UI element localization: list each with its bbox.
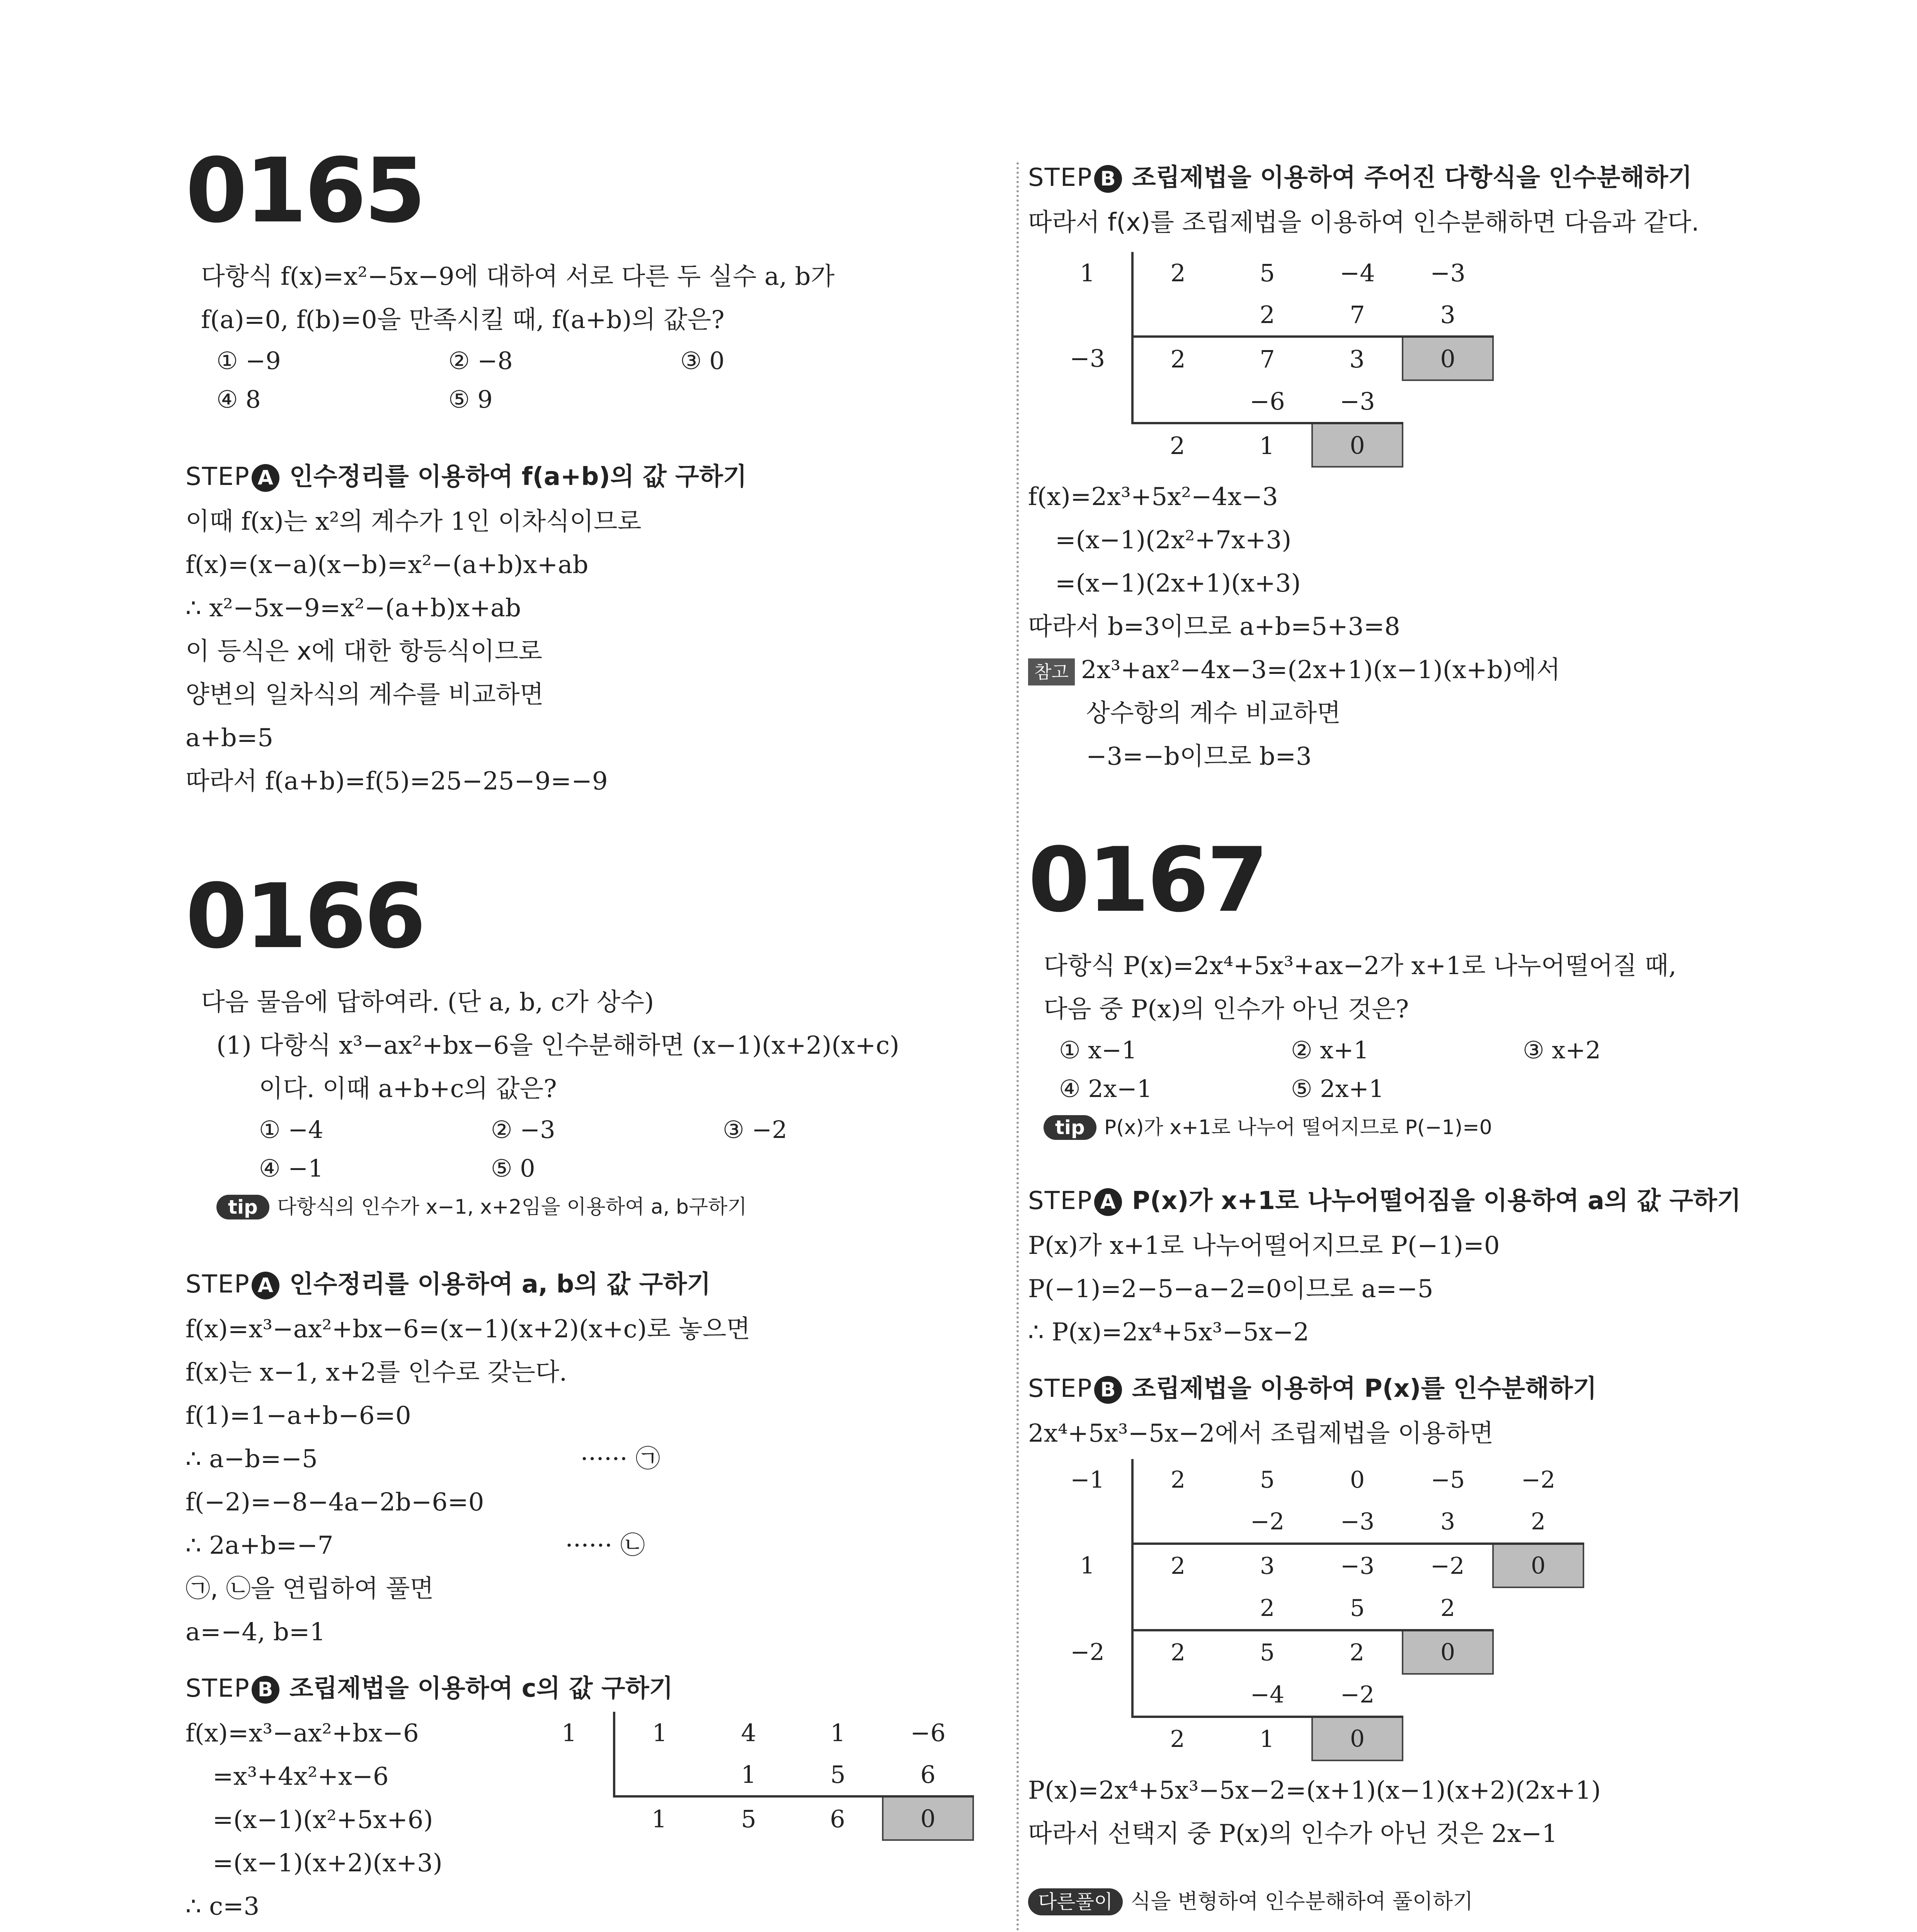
solution-line: =(x−1)(x+2)(x+3): [213, 1849, 443, 1878]
step-b-badge-icon: B: [1094, 1376, 1122, 1404]
solution-line: a+b=5: [186, 724, 274, 752]
left-column: [186, 139, 982, 1932]
reference-badge: 참고: [1028, 658, 1075, 685]
step-a-badge-icon: A: [252, 1272, 279, 1299]
alternative-solution-heading: 다른풀이 식을 변형하여 인수분해하여 풀이하기: [1028, 1879, 1824, 1923]
choice: ③ x+2: [1523, 1036, 1601, 1064]
reference-note: 참고 2x³+ax²−4x−3=(2x+1)(x−1)(x+b)에서: [1028, 648, 1824, 692]
step-a-heading: STEP A 인수정리를 이용하여 f(a+b)의 값 구하기: [186, 454, 982, 500]
alternative-badge: 다른풀이: [1028, 1888, 1123, 1915]
problem-0166-continued: [1028, 155, 1824, 778]
solution-line: 따라서 f(x)를 조립제법을 이용하여 인수분해하면 다음과 같다.: [1028, 208, 1699, 237]
solution-line: 이때 f(x)는 x²의 계수가 1인 이차식이므로: [186, 507, 642, 536]
answer-choices: [1044, 1031, 1824, 1108]
choice: ④ 8: [216, 385, 261, 413]
step-b-heading: STEP B 조립제법을 이용하여 c의 값 구하기: [186, 1665, 982, 1712]
answer-choices: [201, 1111, 982, 1188]
right-column: [1028, 155, 1824, 1932]
remainder-cell: 0: [1403, 337, 1493, 380]
column-divider: [1016, 162, 1019, 1932]
step-b-heading: STEP B 조립제법을 이용하여 주어진 다항식을 인수분해하기: [1028, 155, 1824, 201]
problem-number: 0166: [186, 865, 424, 968]
solution-line: 양변의 일차식의 계수를 비교하면: [186, 680, 544, 709]
problem-number: 0167: [1028, 829, 1267, 932]
step-b-heading: STEP B 조립제법을 이용하여 P(x)를 인수분해하기: [1028, 1366, 1824, 1412]
solution-line: 따라서 선택지 중 P(x)의 인수가 아닌 것은 2x−1: [1028, 1820, 1558, 1848]
tip-text: P(x)가 x+1로 나누어 떨어지므로 P(−1)=0: [1104, 1116, 1492, 1139]
equation-mark: ······ ㉠: [580, 1445, 661, 1473]
choice: ⑤ 9: [448, 385, 493, 413]
solution-line: =(x−1)(2x²+7x+3): [1055, 526, 1292, 554]
choice: ② −8: [448, 347, 513, 375]
reference-line: −3=−b이므로 b=3: [1086, 742, 1312, 771]
question-line: 다음 중 P(x)의 인수가 아닌 것은?: [1044, 995, 1409, 1024]
choice: ⑤ 2x+1: [1291, 1075, 1384, 1103]
question-line: (1) 다항식 x³−ax²+bx−6을 인수분해하면 (x−1)(x+2)(x+c): [216, 1031, 899, 1060]
tip-box: [1044, 1108, 1824, 1147]
problem-0165: [186, 139, 982, 803]
remainder-cell: 0: [883, 1796, 973, 1840]
step-a-badge-icon: A: [1094, 1188, 1122, 1216]
choice: ③ −2: [723, 1116, 787, 1144]
step-a-badge-icon: A: [252, 464, 279, 492]
remainder-cell: 0: [1312, 1717, 1403, 1760]
step-b-badge-icon: B: [1094, 165, 1122, 193]
synthetic-division-table: 1 2 5 −4 −3 2 7 3 −3 2 7 3 0 −6 −3 2 1 0: [1044, 252, 1494, 468]
choice: ② −3: [491, 1116, 555, 1144]
question-line: 이다. 이때 a+b+c의 값은?: [259, 1075, 557, 1103]
choice: ⑤ 0: [491, 1154, 535, 1182]
tip-badge: tip: [216, 1195, 269, 1219]
choice: ② x+1: [1291, 1036, 1369, 1064]
step-a-heading: [1028, 1927, 1824, 1932]
solution-line: ∴ c=3: [186, 1892, 260, 1921]
question-line: 다항식 f(x)=x²−5x−9에 대하여 서로 다른 두 실수 a, b가: [201, 262, 835, 291]
choice: ① −9: [216, 347, 281, 375]
remainder-cell: 0: [1493, 1544, 1583, 1587]
problem-0166: [186, 865, 982, 1932]
solution-line: 이 등식은 x에 대한 항등식이므로: [186, 637, 542, 666]
choice: ④ −1: [259, 1154, 323, 1182]
remainder-cell: 0: [1403, 1630, 1493, 1674]
solution-line: P(−1)=2−5−a−2=0이므로 a=−5: [1028, 1275, 1433, 1303]
remainder-cell: 0: [1312, 423, 1403, 467]
solution-line: f(x)=x³−ax²+bx−6: [186, 1719, 419, 1748]
synthetic-division-table: −1 2 5 0 −5 −2 −2 −3 3 2 1 2 3 −3 −2 0 2 5 2 −2 2 5 2 0 −4 −2 2 1 0: [1044, 1459, 1584, 1761]
solution-line: P(x)=2x⁴+5x³−5x−2=(x+1)(x−1)(x+2)(2x+1): [1028, 1776, 1601, 1805]
step-b-badge-icon: B: [252, 1676, 279, 1704]
tip-badge: tip: [1044, 1115, 1096, 1140]
solution-line: =x³+4x²+x−6: [213, 1762, 389, 1791]
answer-choices: [201, 342, 982, 419]
solution-line: f(1)=1−a+b−6=0: [186, 1401, 411, 1430]
solution-line: ∴ a−b=−5 ······ ㉠: [186, 1445, 661, 1473]
choice: ① −4: [259, 1116, 323, 1144]
problem-0167: [1028, 829, 1824, 1932]
choice: ① x−1: [1059, 1036, 1137, 1064]
solution-line: =(x−1)(x²+5x+6): [213, 1806, 433, 1834]
question-line: 다항식 P(x)=2x⁴+5x³+ax−2가 x+1로 나누어떨어질 때,: [1044, 952, 1677, 980]
solution-line: P(x)가 x+1로 나누어떨어지므로 P(−1)=0: [1028, 1231, 1500, 1260]
question-intro: 다음 물음에 답하여라. (단 a, b, c가 상수): [201, 988, 654, 1017]
solution-line: ㉠, ㉡을 연립하여 풀면: [186, 1575, 434, 1603]
tip-text: 다항식의 인수가 x−1, x+2임을 이용하여 a, b구하기: [277, 1196, 747, 1219]
solution-line: f(x)=2x³+5x²−4x−3: [1028, 483, 1278, 511]
solution-line: 따라서 f(a+b)=f(5)=25−25−9=−9: [186, 767, 608, 796]
solution-line: f(x)=(x−a)(x−b)=x²−(a+b)x+ab: [186, 551, 589, 579]
solution-line: [186, 1928, 982, 1932]
solution-line: ∴ x²−5x−9=x²−(a+b)x+ab: [186, 594, 521, 622]
synthetic-division-table: 1 1 4 1 −6 1 5 6 1 5 6 0: [525, 1712, 974, 1841]
solution-line: f(−2)=−8−4a−2b−6=0: [186, 1488, 484, 1517]
choice: ④ 2x−1: [1059, 1075, 1153, 1103]
equation-mark: ······ ㉡: [565, 1531, 645, 1560]
solution-line: 따라서 b=3이므로 a+b=5+3=8: [1028, 612, 1400, 641]
reference-line: 상수항의 계수 비교하면: [1086, 699, 1341, 728]
question-line: f(a)=0, f(b)=0을 만족시킬 때, f(a+b)의 값은?: [201, 306, 725, 334]
solution-line: ∴ 2a+b=−7 ······ ㉡: [186, 1531, 645, 1560]
choice: ③ 0: [680, 347, 725, 375]
solution-line: a=−4, b=1: [186, 1618, 326, 1646]
problem-number: 0165: [186, 139, 424, 243]
tip-box: [201, 1188, 982, 1226]
solution-line: f(x)=x³−ax²+bx−6=(x−1)(x+2)(x+c)로 놓으면: [186, 1315, 751, 1344]
solution-line: f(x)는 x−1, x+2를 인수로 갖는다.: [186, 1358, 567, 1387]
solution-line: 2x⁴+5x³−5x−2에서 조립제법을 이용하면: [1028, 1419, 1494, 1448]
solution-line: =(x−1)(2x+1)(x+3): [1055, 569, 1301, 598]
solution-line: ∴ P(x)=2x⁴+5x³−5x−2: [1028, 1318, 1309, 1347]
step-a-heading: STEP A P(x)가 x+1로 나누어떨어짐을 이용하여 a의 값 구하기: [1028, 1178, 1824, 1224]
step-a-heading: STEP A 인수정리를 이용하여 a, b의 값 구하기: [186, 1261, 982, 1308]
